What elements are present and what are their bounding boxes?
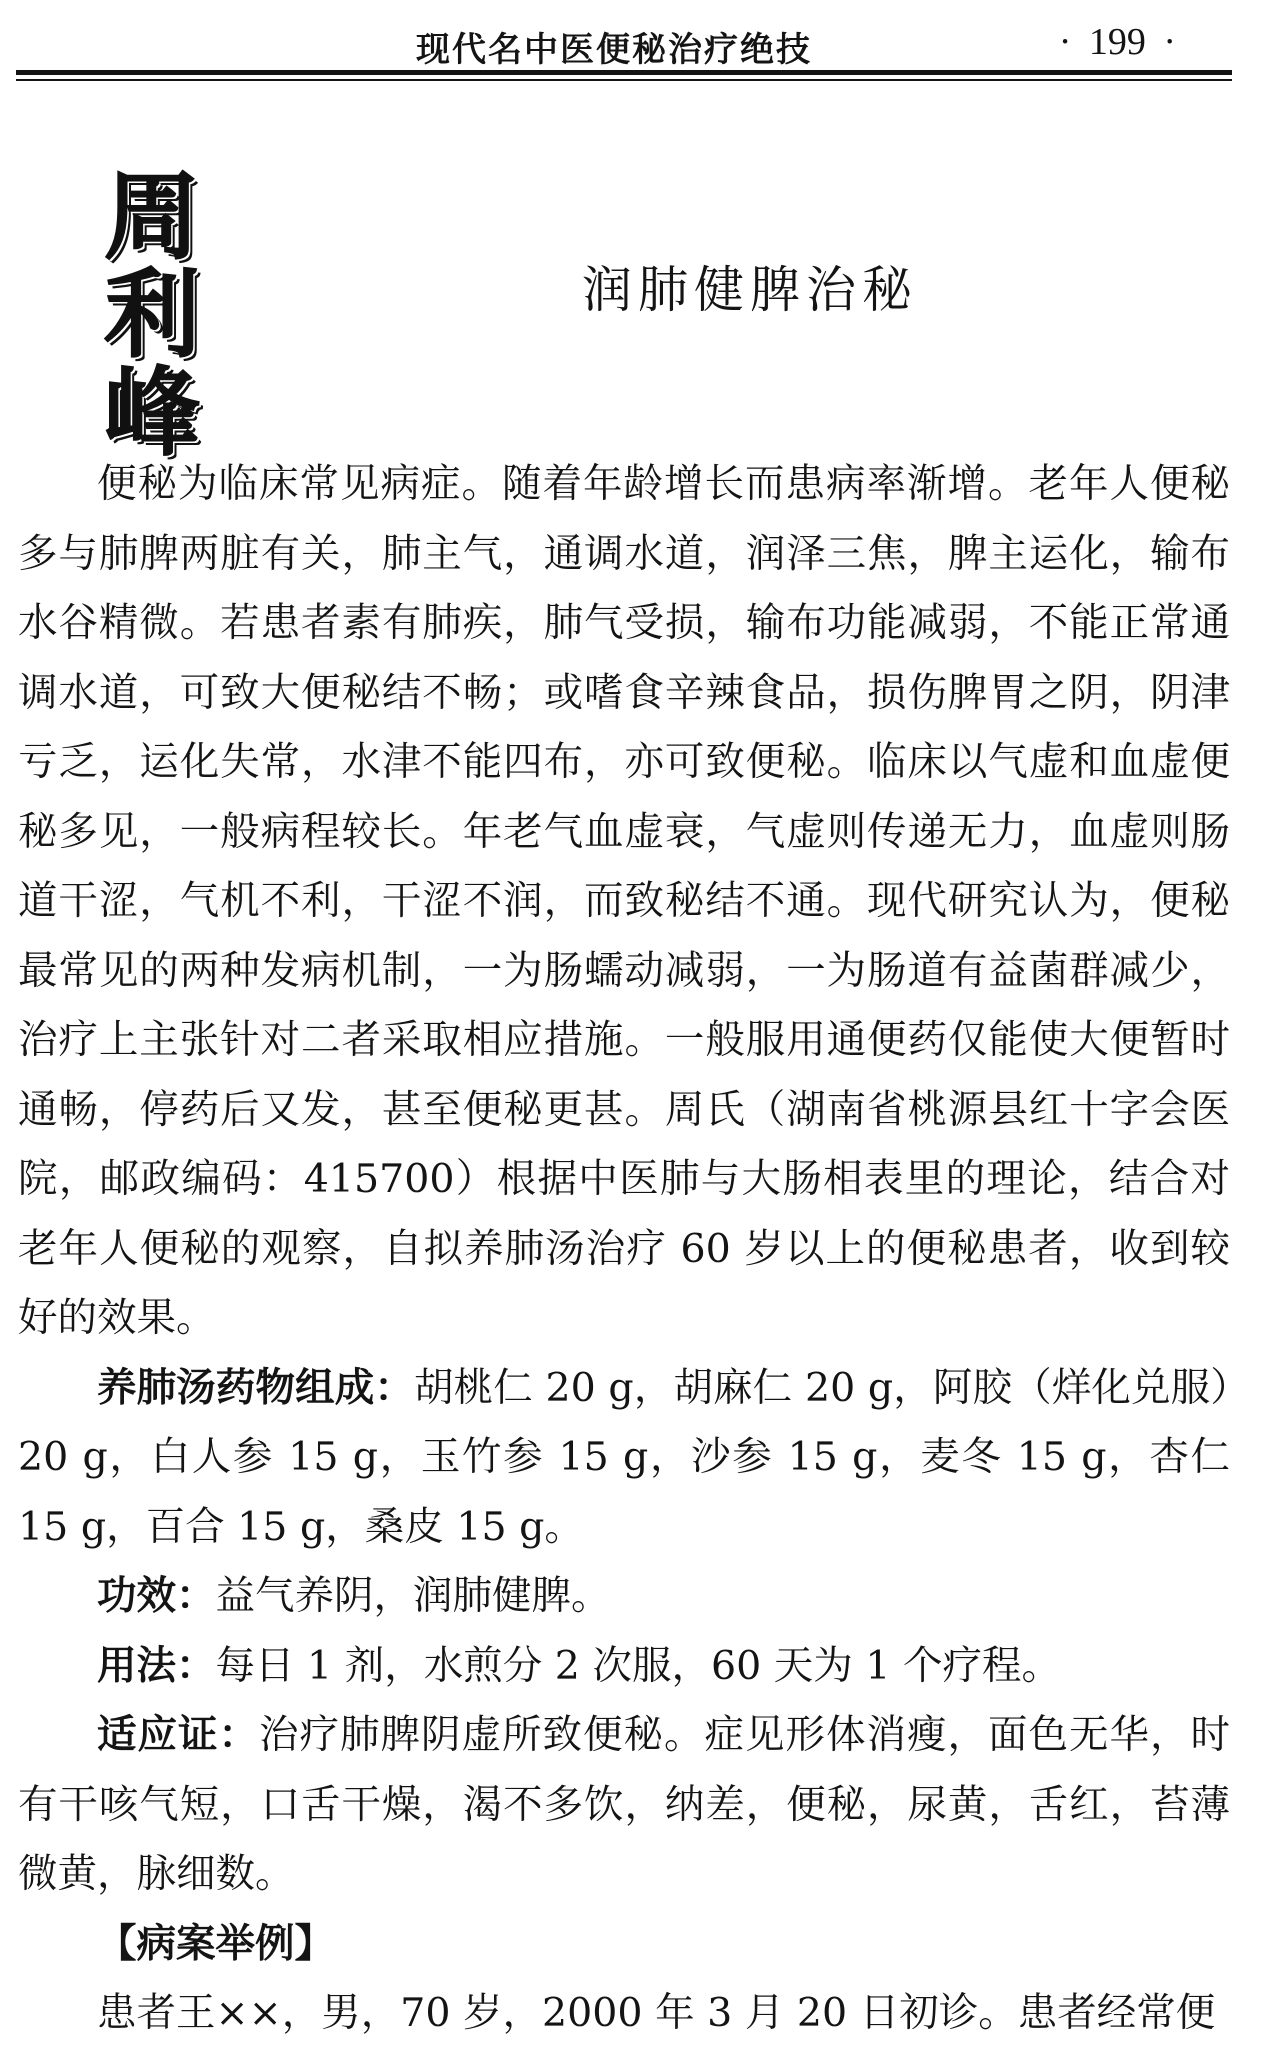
composition-paragraph [18,1354,1230,1563]
author-char: 周 [104,161,200,273]
case-paragraph: 患者王××，男，70 岁，2000 年 3 月 20 日初诊。患者经常便 [97,1990,1216,2036]
composition-label: 养肺汤药物组成： [97,1364,414,1411]
page-number: · 199 · [1058,21,1176,63]
indication-label: 适应证： [97,1712,259,1758]
efficacy-text: 益气养阴，润肺健脾。 [215,1573,611,1619]
indication-text: 治疗肺脾阴虚所致便秘。症见形体消瘦，面色无华，时有干咳气短，口舌干燥，渴不多饮，纳差，便秘，尿黄，舌红，苔薄微黄，脉细数。 [18,1712,1230,1897]
efficacy-label: 功效： [97,1573,216,1619]
header-rule-thin [16,79,1232,81]
usage-paragraph [18,1632,1230,1702]
author-name [104,161,234,469]
author-char: 利 [104,259,200,371]
running-header [16,18,1232,70]
indication-paragraph [18,1701,1230,1910]
usage-text: 每日 1 剂，水煎分 2 次服，60 天为 1 个疗程。 [215,1642,1062,1689]
usage-label: 用法： [97,1642,216,1689]
author-char: 峰 [104,357,200,469]
article-body [18,450,1230,2049]
running-title: 现代名中医便秘治疗绝技 [416,30,812,70]
header-rule-thick [16,70,1232,75]
composition-text: 胡桃仁 20 g，胡麻仁 20 g，阿胶（烊化兑服）20 g，白人参 15 g，玉竹参 15 g，沙参 15 g，麦冬 15 g，杏仁 15 g，百合 15 g，桑皮 15 g。 [18,1364,1230,1550]
case-heading: 【病案举例】 [97,1920,334,1967]
article-title: 润肺健脾治秘 [582,261,918,319]
efficacy-paragraph [18,1562,1230,1632]
intro-paragraph: 便秘为临床常见病症。随着年龄增长而患病率渐增。老年人便秘多与肺脾两脏有关，肺主气，通调水道，润泽三焦，脾主运化，输布水谷精微。若患者素有肺疾，肺气受损，输布功能减弱，不能正常通调水道，可致大便秘结不畅；或嗜食辛辣食品，损伤脾胃之阴，阴津亏乏，运化失常，水津不能四布，亦可致便秘。临床以气虚和血虚便秘多见，一般病程较长。年老气血虚衰，气虚则传递无力，血虚则肠道干涩，气机不利，干涩不润，而致秘结不通。现代研究认为，便秘最常见的两种发病机制，一为肠蠕动减弱，一为肠道有益菌群减少，治疗上主张针对二者采取相应措施。一般服用通便药仅能使大便暂时通畅，停药后又发，甚至便秘更甚。周氏（湖南省桃源县红十字会医院，邮政编码：415700）根据中医肺与大肠相表里的理论，结合对老年人便秘的观察，自拟养肺汤治疗 60 岁以上的便秘患者，收到较好的效果。 [18,461,1230,1341]
